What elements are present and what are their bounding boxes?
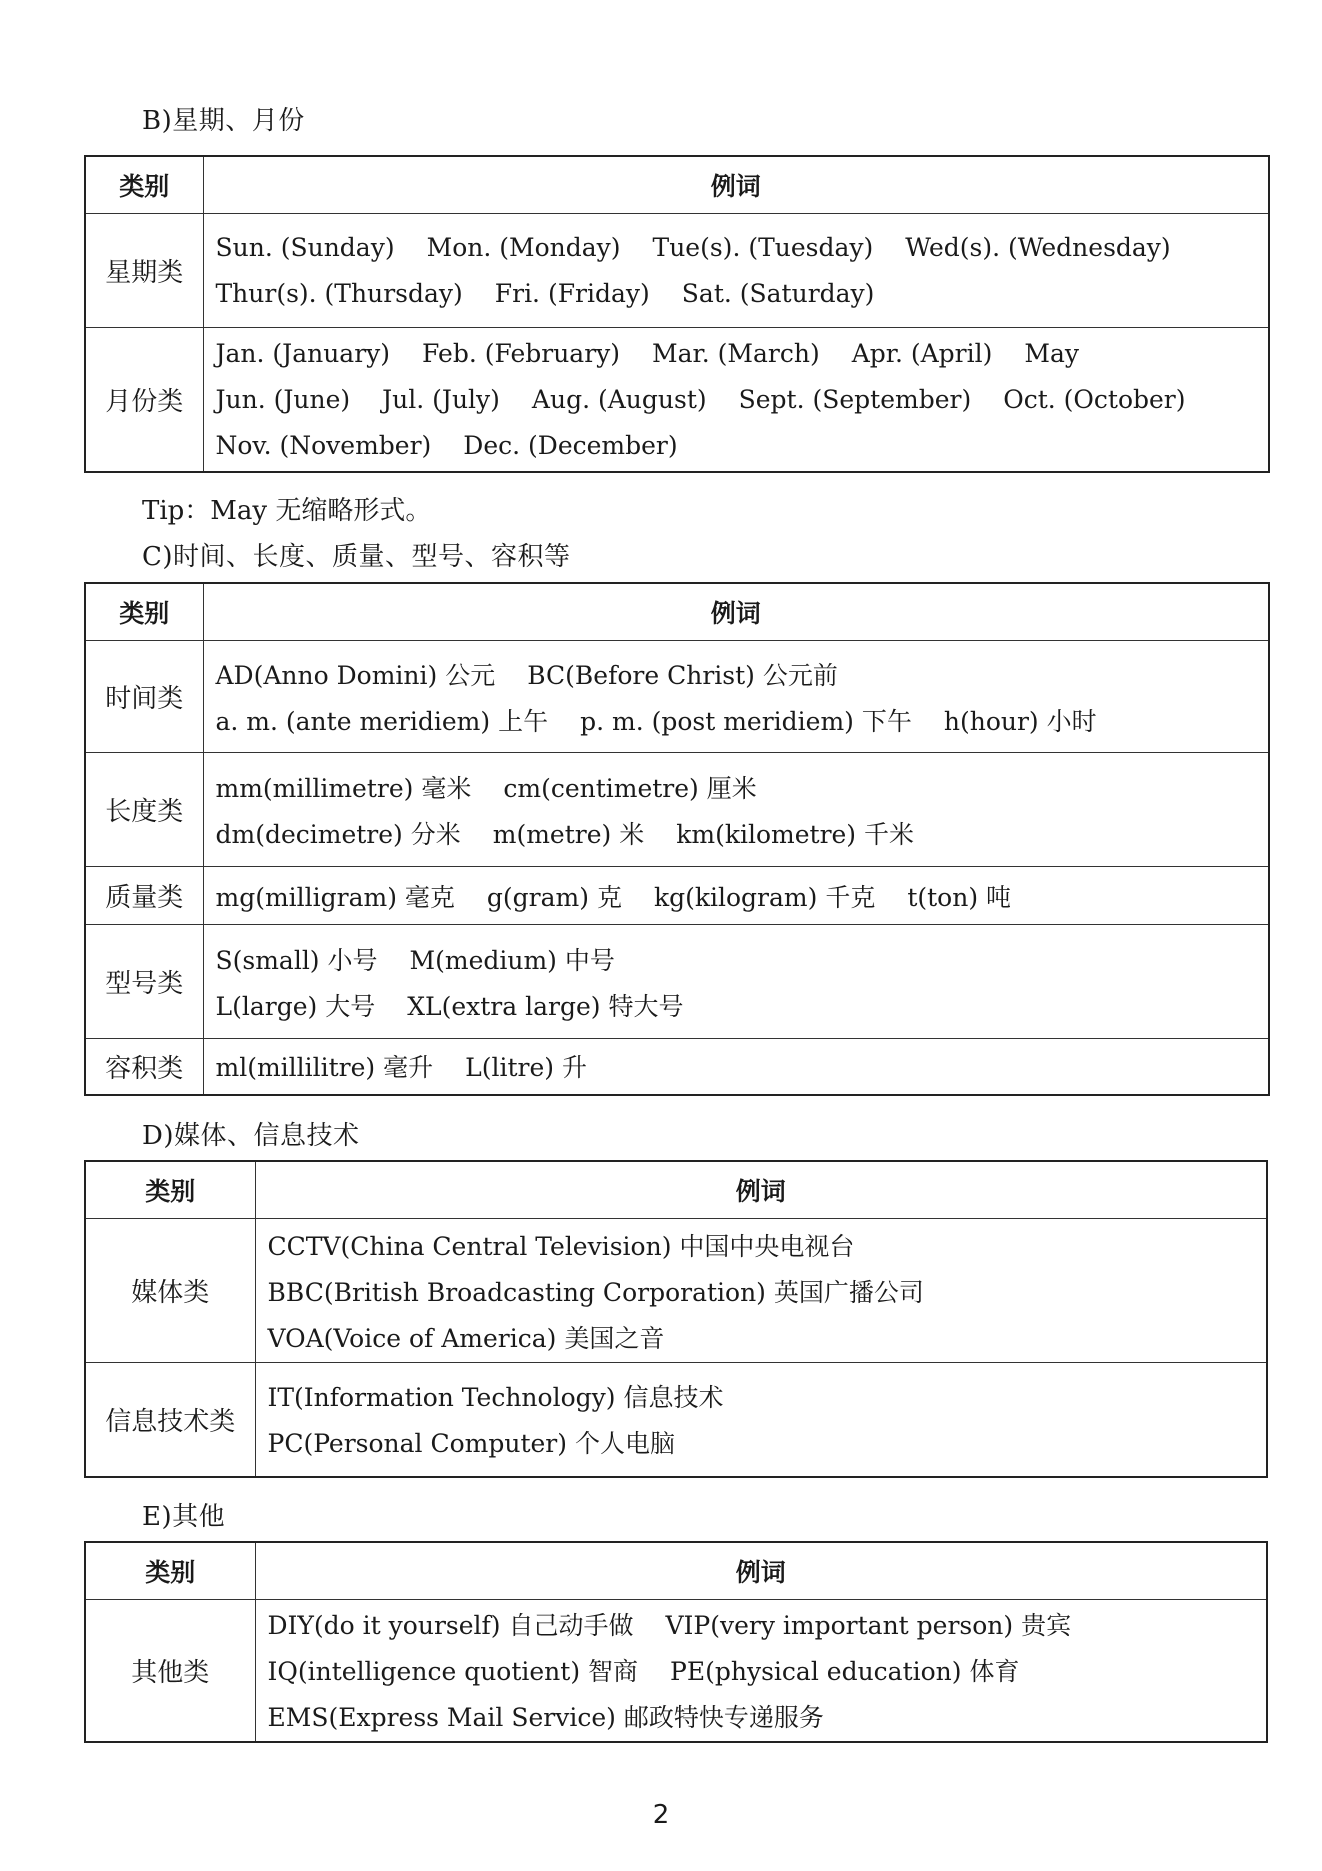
example-term: VOA(Voice of America) 美国之音 [267,1323,665,1353]
example-term: M(medium) 中号 [409,945,615,975]
category-cell: 容积类 [85,1039,203,1095]
example-line [216,873,1269,919]
examples-cell [203,753,1269,867]
examples-cell [255,1219,1267,1363]
example-term: km(kilometre) 千米 [676,819,915,849]
header-category: 类别 [85,156,203,214]
example-term: Oct. (October) [1003,384,1186,414]
table-row [85,925,1269,1039]
example-term: Mon. (Monday) [426,233,621,262]
example-line [216,810,1269,856]
example-term: Sept. (September) [738,384,972,414]
example-term: AD(Anno Domini) 公元 [215,660,496,690]
header-examples: 例词 [255,1161,1267,1219]
category-cell: 其他类 [85,1600,255,1742]
example-line [268,1268,1267,1314]
example-line [216,982,1269,1028]
example-term: Tue(s). (Tuesday) [652,233,874,262]
example-term: kg(kilogram) 千克 [653,882,876,912]
category-cell: 长度类 [85,753,203,867]
examples-cell [203,214,1269,328]
example-line [268,1373,1267,1419]
example-term: Jul. (July) [382,384,500,414]
examples-cell [203,925,1269,1039]
examples-cell [255,1600,1267,1742]
category-cell: 月份类 [85,328,203,472]
table-weekdays-months [84,155,1270,473]
example-term: mm(millimetre) 毫米 [215,773,472,803]
example-term: Fri. (Friday) [494,279,650,308]
example-term: Wed(s). (Wednesday) [905,233,1171,262]
example-term: m(metre) 米 [492,819,645,849]
example-term: L(large) 大号 [215,991,376,1021]
example-line [216,422,1269,468]
example-line [268,1647,1267,1693]
table-row [85,753,1269,867]
table-row [85,1363,1267,1477]
example-line [216,936,1269,982]
header-category: 类别 [85,1542,255,1600]
table-other [84,1541,1268,1743]
table-row [85,1039,1269,1095]
example-term: VIP(very important person) 贵宾 [665,1611,1072,1641]
example-term: dm(decimetre) 分米 [215,819,461,849]
table-row [85,1600,1267,1742]
example-term: IQ(intelligence quotient) 智商 [267,1657,639,1687]
category-cell: 时间类 [85,641,203,753]
example-term: Aug. (August) [531,384,707,414]
example-term: S(small) 小号 [215,945,378,975]
table-row [85,1219,1267,1363]
example-line [268,1419,1267,1465]
example-term: mg(milligram) 毫克 [215,882,455,912]
example-line [216,376,1269,422]
example-term: Feb. (February) [422,338,621,368]
example-term: a. m. (ante meridiem) 上午 [215,706,549,736]
example-term: PC(Personal Computer) 个人电脑 [267,1429,675,1459]
examples-cell [203,328,1269,472]
category-cell: 质量类 [85,867,203,925]
example-term: Apr. (April) [851,338,993,368]
example-term: Sun. (Sunday) [215,233,395,262]
example-term: Mar. (March) [652,338,820,368]
section-e-heading: E)其他 [142,1502,226,1532]
example-term: EMS(Express Mail Service) 邮政特快专递服务 [267,1703,824,1733]
section-c-heading: C)时间、长度、质量、型号、容积等 [142,542,571,572]
header-examples: 例词 [203,583,1269,641]
example-line [216,651,1269,697]
section-b-heading: B)星期、月份 [142,106,305,136]
table-header-row [85,156,1269,214]
table-units [84,582,1270,1096]
table-row [85,214,1269,328]
example-line [216,271,1269,317]
example-line [216,697,1269,743]
example-term: L(litre) 升 [465,1053,587,1083]
tip-note: Tip：May 无缩略形式。 [142,496,432,526]
example-term: Sat. (Saturday) [681,279,875,308]
example-line [268,1693,1267,1739]
examples-cell [203,1039,1269,1095]
example-term: DIY(do it yourself) 自己动手做 [267,1611,634,1641]
example-term: Dec. (December) [463,430,678,460]
example-term: XL(extra large) 特大号 [407,991,684,1021]
table-media-it [84,1160,1268,1478]
example-line [268,1314,1267,1360]
example-term: Jun. (June) [215,384,351,414]
table-header-row [85,1542,1267,1600]
examples-cell [203,641,1269,753]
example-term: May [1024,338,1080,368]
header-category: 类别 [85,583,203,641]
header-examples: 例词 [255,1542,1267,1600]
table-header-row [85,583,1269,641]
category-cell: 型号类 [85,925,203,1039]
table-row [85,641,1269,753]
example-term: IT(Information Technology) 信息技术 [267,1383,724,1413]
example-term: BC(Before Christ) 公元前 [527,660,838,690]
page-number: 2 [652,1800,670,1830]
example-line [216,1043,1269,1089]
example-term: BBC(British Broadcasting Corporation) 英国广播公司 [267,1277,924,1307]
example-term: h(hour) 小时 [943,706,1097,736]
example-term: PE(physical education) 体育 [670,1657,1020,1687]
example-line [216,225,1269,271]
examples-cell [255,1363,1267,1477]
table-row [85,328,1269,472]
examples-cell [203,867,1269,925]
example-term: Thur(s). (Thursday) [215,279,463,308]
example-term: Jan. (January) [215,338,391,368]
example-term: g(gram) 克 [486,882,622,912]
example-line [268,1601,1267,1647]
example-term: Nov. (November) [215,430,432,460]
example-line [216,764,1269,810]
example-term: CCTV(China Central Television) 中国中央电视台 [267,1231,855,1261]
example-term: cm(centimetre) 厘米 [503,773,757,803]
example-line [268,1222,1267,1268]
table-header-row [85,1161,1267,1219]
category-cell: 星期类 [85,214,203,328]
header-examples: 例词 [203,156,1269,214]
example-line [216,330,1269,376]
table-row [85,867,1269,925]
example-term: ml(millilitre) 毫升 [215,1053,434,1083]
header-category: 类别 [85,1161,255,1219]
example-term: p. m. (post meridiem) 下午 [580,706,912,736]
section-d-heading: D)媒体、信息技术 [142,1121,360,1151]
category-cell: 信息技术类 [85,1363,255,1477]
example-term: t(ton) 吨 [907,882,1012,912]
category-cell: 媒体类 [85,1219,255,1363]
